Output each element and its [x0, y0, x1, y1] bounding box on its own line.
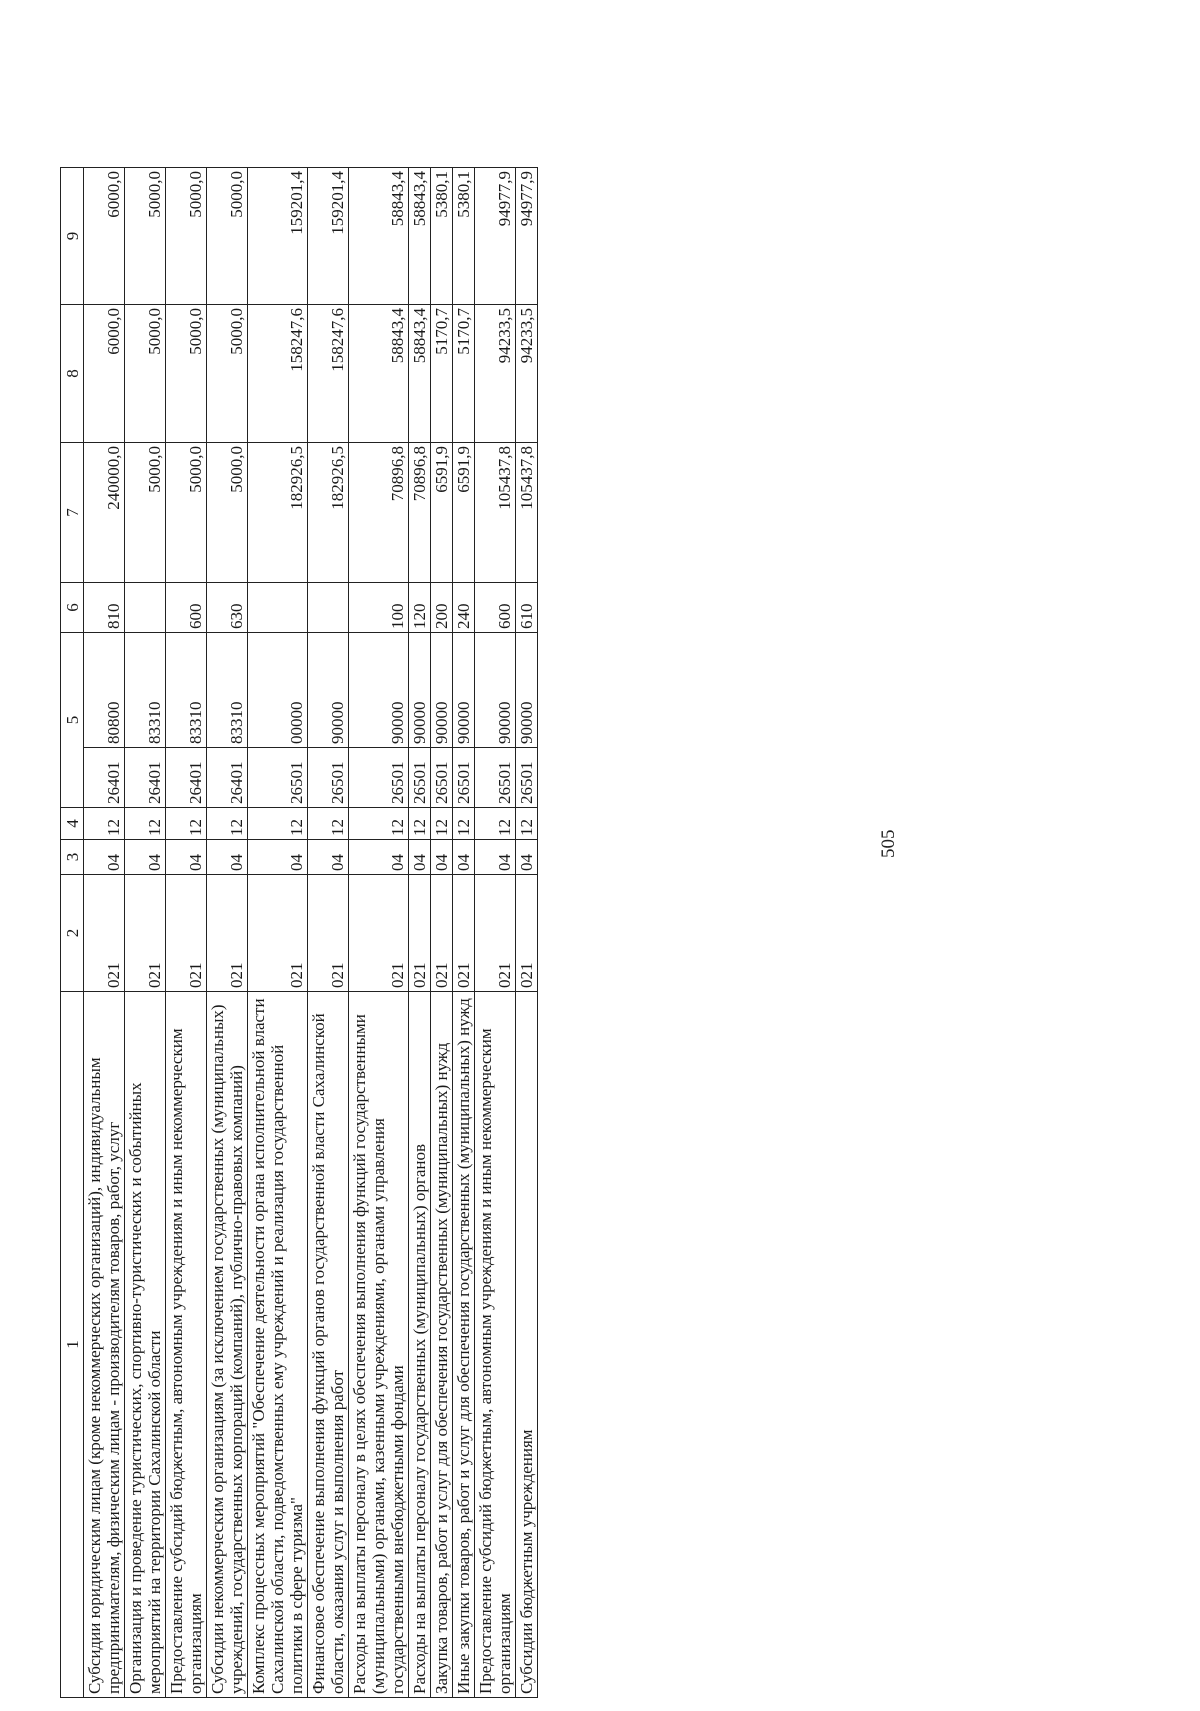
row-ministry-code: 021 — [125, 875, 166, 992]
row-subsection-code: 12 — [349, 808, 409, 840]
budget-table — [60, 167, 538, 1698]
row-ministry-code: 021 — [475, 875, 516, 992]
row-target-article-program: 26401 — [166, 748, 207, 808]
row-expense-type-code: 810 — [84, 583, 125, 633]
row-description: Субсидии юридическим лицам (кроме некоммерческих организаций), индивидуальным предпринимателям, физическим лицам - производителям товаров, работ, услуг — [84, 992, 125, 1698]
row-ministry-code: 021 — [349, 875, 409, 992]
table-row — [431, 168, 453, 1698]
row-ministry-code: 021 — [308, 875, 349, 992]
row-target-article-program: 26501 — [349, 748, 409, 808]
row-section-code: 04 — [431, 840, 453, 875]
row-target-article-program: 26501 — [308, 748, 349, 808]
row-target-article-program: 26501 — [475, 748, 516, 808]
row-amount-year-2: 5170,7 — [453, 305, 475, 443]
row-amount-year-3: 94977,9 — [516, 168, 538, 305]
table-row — [409, 168, 431, 1698]
row-expense-type-code: 610 — [516, 583, 538, 633]
row-amount-year-1: 5000,0 — [207, 443, 248, 583]
row-description: Субсидии бюджетным учреждениям — [516, 992, 538, 1698]
row-amount-year-3: 5000,0 — [166, 168, 207, 305]
row-target-article-direction: 00000 — [248, 633, 308, 748]
row-description: Предоставление субсидий бюджетным, автономным учреждениям и иным некоммерческим организациям — [475, 992, 516, 1698]
row-ministry-code: 021 — [409, 875, 431, 992]
row-subsection-code: 12 — [308, 808, 349, 840]
row-description: Финансовое обеспечение выполнения функций органов государственной власти Сахалинской области, оказания услуг и выполнения работ — [308, 992, 349, 1698]
row-ministry-code: 021 — [248, 875, 308, 992]
row-section-code: 04 — [453, 840, 475, 875]
row-amount-year-2: 5170,7 — [431, 305, 453, 443]
row-target-article-direction: 90000 — [308, 633, 349, 748]
row-subsection-code: 12 — [409, 808, 431, 840]
row-description: Расходы на выплаты персоналу в целях обеспечения выполнения функций государственными (муниципальными) органами, казенными учреждениями, органами управления государственными внебюджетными фондами — [349, 992, 409, 1698]
table-row — [516, 168, 538, 1698]
row-target-article-direction: 90000 — [516, 633, 538, 748]
row-target-article-program: 26501 — [431, 748, 453, 808]
row-description: Закупка товаров, работ и услуг для обеспечения государственных (муниципальных) нужд — [431, 992, 453, 1698]
row-expense-type-code — [125, 583, 166, 633]
row-target-article-program: 26501 — [453, 748, 475, 808]
row-section-code: 04 — [125, 840, 166, 875]
table-row — [125, 168, 166, 1698]
row-target-article-program: 26501 — [248, 748, 308, 808]
row-description: Комплекс процессных мероприятий "Обеспечение деятельности органа исполнительной власти Сахалинской области, подведомственных ему учреждений и реализация государственной политики в сфере туризма" — [248, 992, 308, 1698]
row-subsection-code: 12 — [453, 808, 475, 840]
row-amount-year-1: 5000,0 — [166, 443, 207, 583]
budget-table-sheet — [60, 168, 1027, 1698]
table-row — [207, 168, 248, 1698]
row-amount-year-2: 5000,0 — [207, 305, 248, 443]
header-col-1: 1 — [61, 992, 84, 1698]
header-col-2: 2 — [61, 875, 84, 992]
row-amount-year-2: 158247,6 — [248, 305, 308, 443]
row-amount-year-1: 5000,0 — [125, 443, 166, 583]
row-section-code: 04 — [207, 840, 248, 875]
page-number: 505 — [878, 829, 899, 858]
row-amount-year-1: 6591,9 — [431, 443, 453, 583]
table-row — [453, 168, 475, 1698]
row-target-article-program: 26401 — [84, 748, 125, 808]
row-amount-year-3: 58843,4 — [349, 168, 409, 305]
row-subsection-code: 12 — [248, 808, 308, 840]
row-section-code: 04 — [516, 840, 538, 875]
row-description: Предоставление субсидий бюджетным, автономным учреждениям и иным некоммерческим организациям — [166, 992, 207, 1698]
row-amount-year-3: 5000,0 — [125, 168, 166, 305]
row-amount-year-3: 159201,4 — [308, 168, 349, 305]
row-expense-type-code — [308, 583, 349, 633]
row-ministry-code: 021 — [431, 875, 453, 992]
row-subsection-code: 12 — [125, 808, 166, 840]
row-subsection-code: 12 — [431, 808, 453, 840]
row-subsection-code: 12 — [166, 808, 207, 840]
row-amount-year-2: 5000,0 — [166, 305, 207, 443]
row-section-code: 04 — [475, 840, 516, 875]
row-expense-type-code: 600 — [166, 583, 207, 633]
row-amount-year-2: 6000,0 — [84, 305, 125, 443]
table-row — [349, 168, 409, 1698]
row-section-code: 04 — [409, 840, 431, 875]
row-amount-year-2: 58843,4 — [409, 305, 431, 443]
row-amount-year-3: 5380,1 — [431, 168, 453, 305]
row-target-article-direction: 80800 — [84, 633, 125, 748]
row-target-article-direction: 90000 — [453, 633, 475, 748]
header-col-3: 3 — [61, 840, 84, 875]
row-target-article-direction: 83310 — [207, 633, 248, 748]
row-subsection-code: 12 — [516, 808, 538, 840]
row-target-article-direction: 90000 — [349, 633, 409, 748]
row-subsection-code: 12 — [84, 808, 125, 840]
row-amount-year-2: 94233,5 — [475, 305, 516, 443]
row-subsection-code: 12 — [207, 808, 248, 840]
header-col-8: 8 — [61, 305, 84, 443]
row-section-code: 04 — [248, 840, 308, 875]
table-row — [248, 168, 308, 1698]
table-row — [475, 168, 516, 1698]
row-ministry-code: 021 — [166, 875, 207, 992]
row-target-article-direction: 83310 — [166, 633, 207, 748]
row-expense-type-code: 600 — [475, 583, 516, 633]
row-target-article-program: 26401 — [207, 748, 248, 808]
row-target-article-direction: 90000 — [409, 633, 431, 748]
row-amount-year-3: 94977,9 — [475, 168, 516, 305]
table-row — [166, 168, 207, 1698]
row-description: Субсидии некоммерческим организациям (за исключением государственных (муниципальных) учреждений, государственных корпораций (компаний), публично-правовых компаний) — [207, 992, 248, 1698]
row-description: Расходы на выплаты персоналу государственных (муниципальных) органов — [409, 992, 431, 1698]
row-ministry-code: 021 — [84, 875, 125, 992]
row-amount-year-1: 70896,8 — [349, 443, 409, 583]
row-expense-type-code: 240 — [453, 583, 475, 633]
row-target-article-direction: 90000 — [475, 633, 516, 748]
row-ministry-code: 021 — [453, 875, 475, 992]
row-amount-year-3: 6000,0 — [84, 168, 125, 305]
row-amount-year-2: 5000,0 — [125, 305, 166, 443]
row-section-code: 04 — [349, 840, 409, 875]
row-amount-year-2: 158247,6 — [308, 305, 349, 443]
row-expense-type-code: 200 — [431, 583, 453, 633]
row-section-code: 04 — [308, 840, 349, 875]
row-ministry-code: 021 — [516, 875, 538, 992]
header-col-4: 4 — [61, 808, 84, 840]
row-expense-type-code: 120 — [409, 583, 431, 633]
row-expense-type-code — [248, 583, 308, 633]
header-col-7: 7 — [61, 443, 84, 583]
table-row — [308, 168, 349, 1698]
row-amount-year-3: 159201,4 — [248, 168, 308, 305]
row-amount-year-3: 58843,4 — [409, 168, 431, 305]
row-amount-year-1: 182926,5 — [308, 443, 349, 583]
row-target-article-direction: 83310 — [125, 633, 166, 748]
row-ministry-code: 021 — [207, 875, 248, 992]
row-target-article-program: 26501 — [516, 748, 538, 808]
row-amount-year-1: 105437,8 — [516, 443, 538, 583]
row-target-article-program: 26501 — [409, 748, 431, 808]
header-col-5: 5 — [61, 633, 84, 808]
row-amount-year-3: 5000,0 — [207, 168, 248, 305]
row-amount-year-2: 58843,4 — [349, 305, 409, 443]
row-target-article-direction: 90000 — [431, 633, 453, 748]
row-amount-year-1: 105437,8 — [475, 443, 516, 583]
header-col-9: 9 — [61, 168, 84, 305]
row-description: Иные закупки товаров, работ и услуг для обеспечения государственных (муниципальных) нужд — [453, 992, 475, 1698]
row-expense-type-code: 100 — [349, 583, 409, 633]
row-amount-year-1: 240000,0 — [84, 443, 125, 583]
row-amount-year-1: 182926,5 — [248, 443, 308, 583]
row-target-article-program: 26401 — [125, 748, 166, 808]
row-subsection-code: 12 — [475, 808, 516, 840]
header-row — [61, 168, 84, 1698]
row-section-code: 04 — [84, 840, 125, 875]
header-col-6: 6 — [61, 583, 84, 633]
row-amount-year-1: 6591,9 — [453, 443, 475, 583]
row-description: Организация и проведение туристических, спортивно-туристических и событийных мероприятий на территории Сахалинской области — [125, 992, 166, 1698]
row-expense-type-code: 630 — [207, 583, 248, 633]
row-section-code: 04 — [166, 840, 207, 875]
table-row — [84, 168, 125, 1698]
row-amount-year-3: 5380,1 — [453, 168, 475, 305]
row-amount-year-2: 94233,5 — [516, 305, 538, 443]
row-amount-year-1: 70896,8 — [409, 443, 431, 583]
